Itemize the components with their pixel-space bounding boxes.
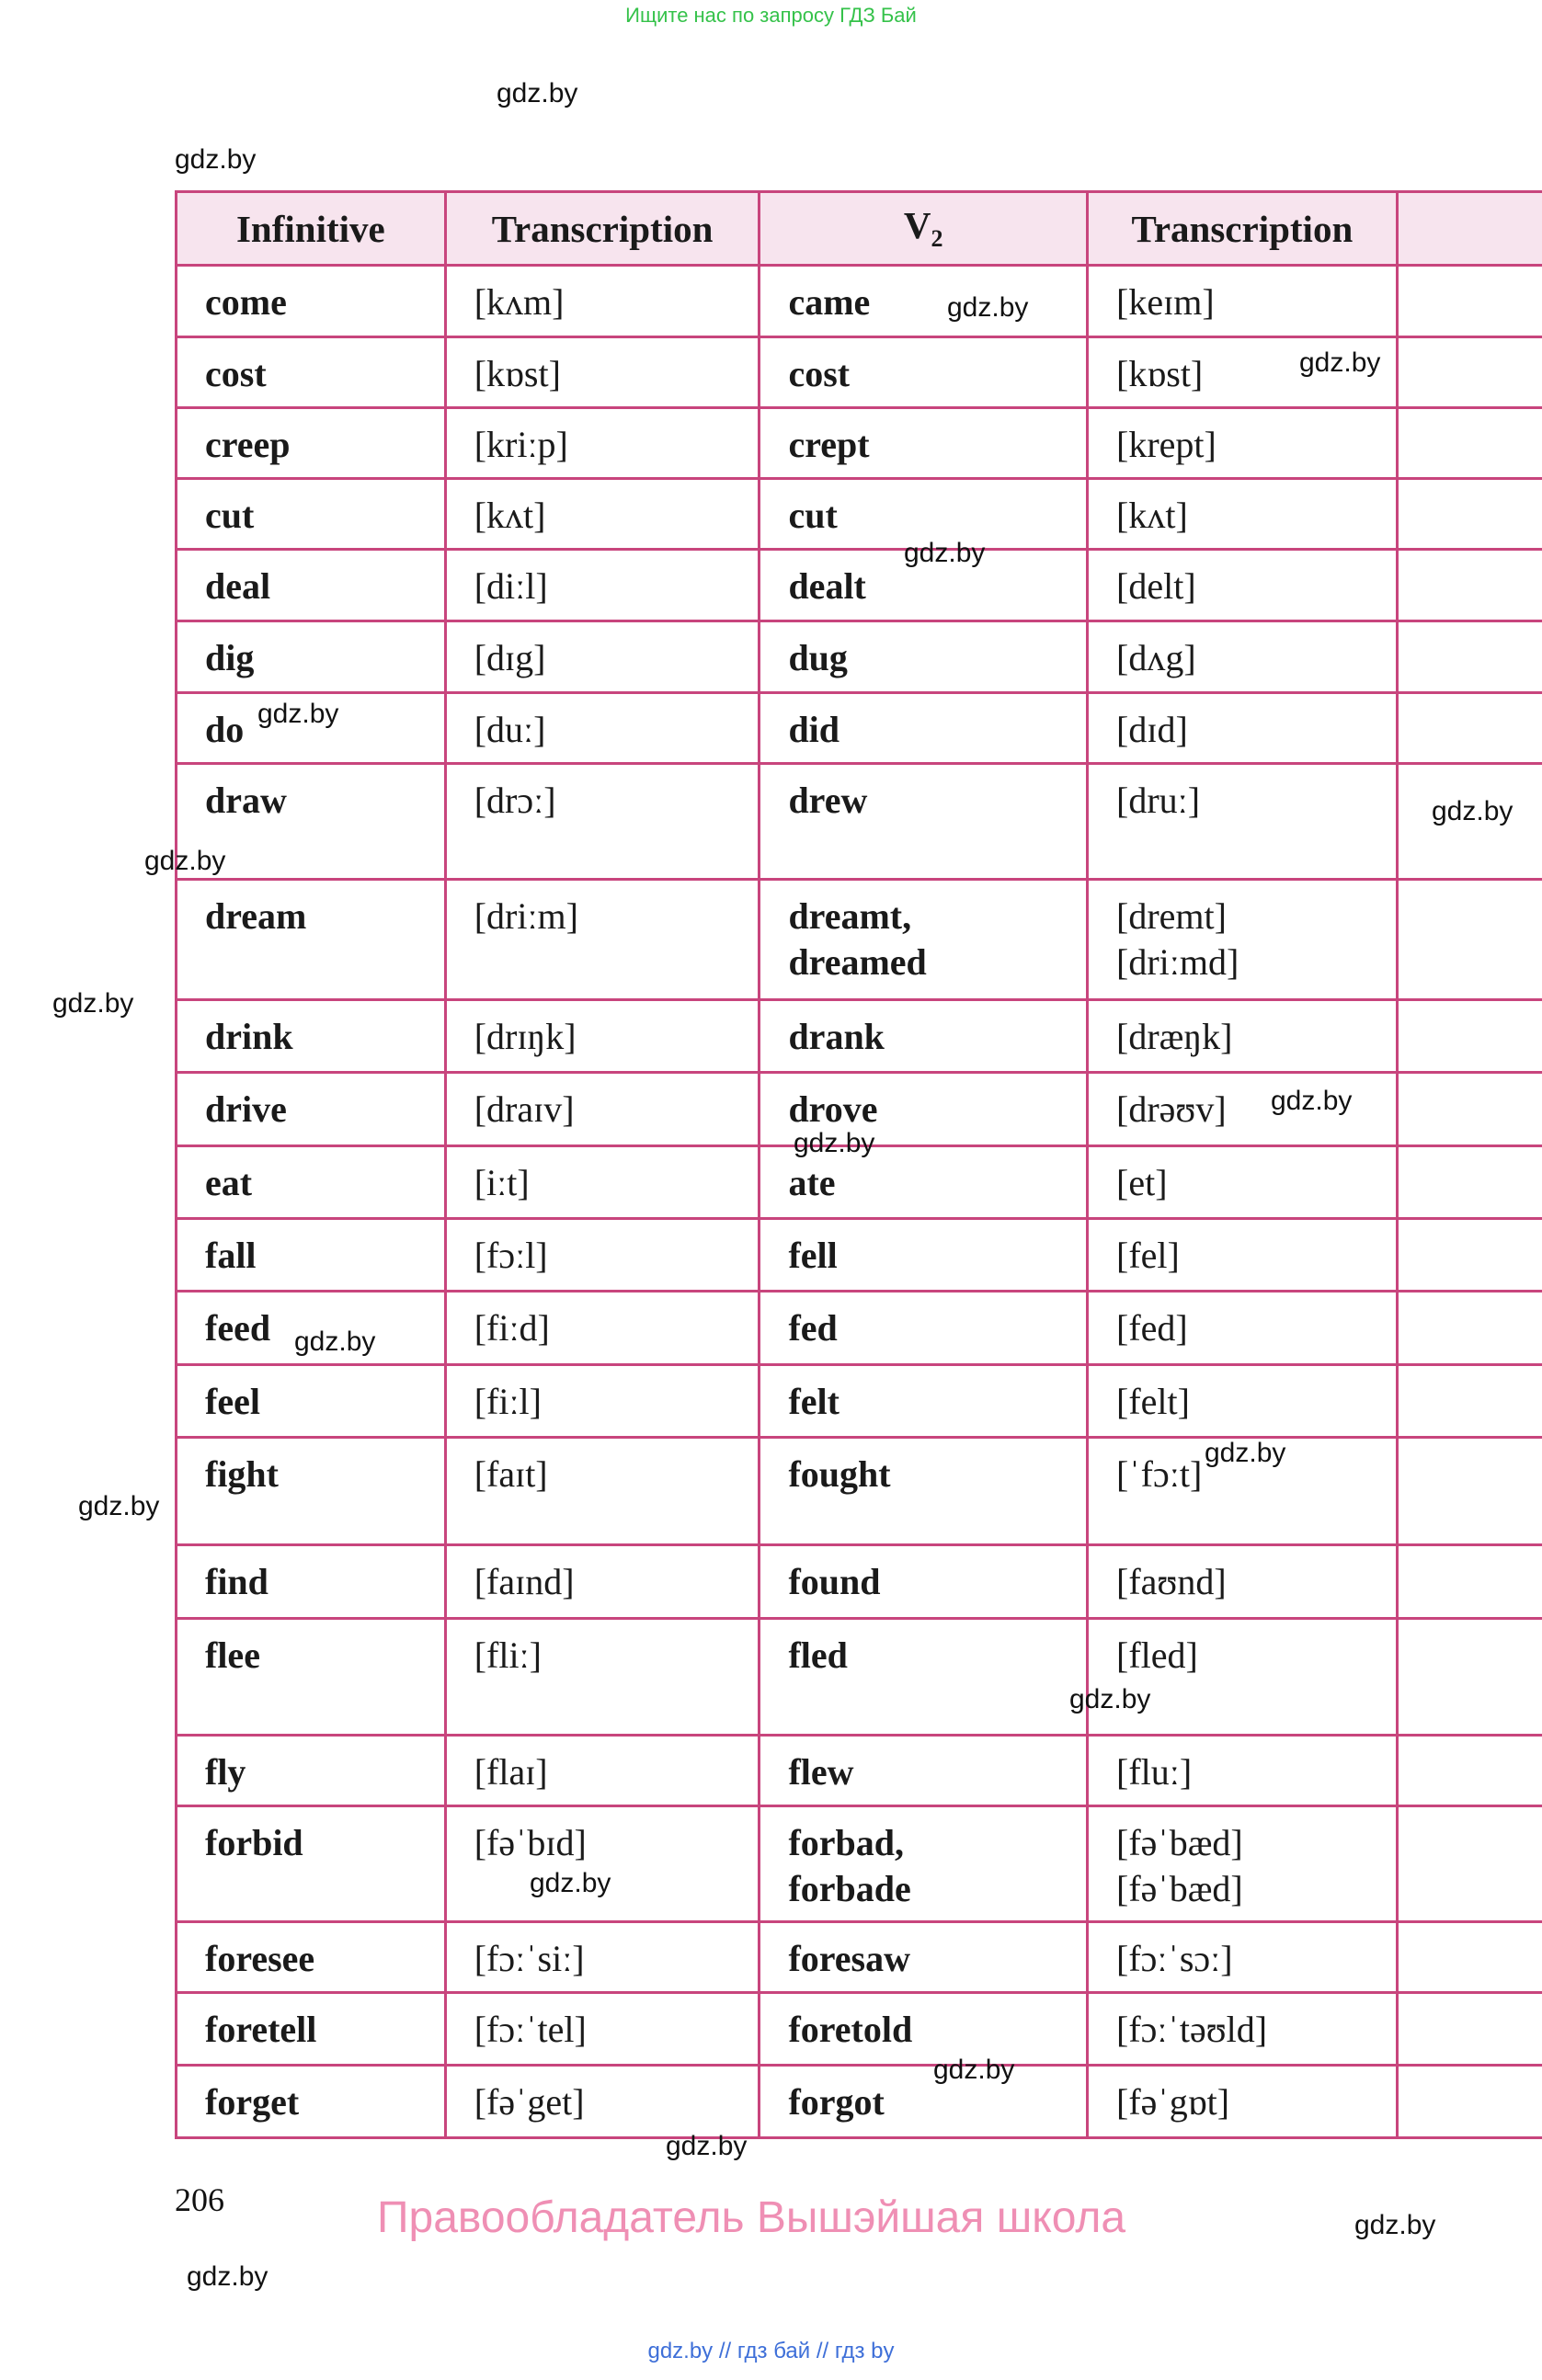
watermark: gdz.by	[794, 1128, 875, 1158]
transcription-cell: [kʌm]	[445, 266, 760, 337]
empty-cell	[1397, 1736, 1542, 1806]
v2-transcription-cell-line: [fɔːˈtəʊld]	[1116, 2009, 1268, 2050]
empty-cell	[1397, 2066, 1542, 2138]
table-row	[177, 621, 1542, 693]
v2-transcription-cell	[1088, 1806, 1398, 1922]
table-row	[177, 266, 1542, 337]
infinitive-cell: forget	[177, 2066, 446, 2138]
table-row	[177, 1806, 1542, 1922]
v2-transcription-cell-line: [driːmd]	[1116, 941, 1239, 983]
empty-cell	[1397, 408, 1542, 479]
v2-transcription-cell-line: [fed]	[1116, 1307, 1188, 1349]
v2-transcription-cell-line: [dʌg]	[1116, 637, 1196, 678]
v2-transcription-cell-line: [et]	[1116, 1162, 1168, 1203]
v2-cell-line: forbade	[788, 1868, 911, 1909]
transcription-cell: [fiːl]	[445, 1365, 760, 1438]
v2-transcription-cell	[1088, 479, 1398, 550]
table-row	[177, 1619, 1542, 1736]
v2-cell-line: drank	[788, 1016, 885, 1057]
rights-holder-note: Правообладатель Вышэйшая школа	[377, 2193, 1126, 2242]
v2-cell	[760, 2066, 1088, 2138]
v2-transcription-cell-line: [fəˈgɒt]	[1116, 2081, 1230, 2123]
v2-cell	[760, 1922, 1088, 1993]
v2-transcription-cell-line: [druː]	[1116, 780, 1201, 821]
v2-transcription-cell	[1088, 1736, 1398, 1806]
v2-cell-line: forgot	[788, 2081, 885, 2123]
transcription-cell: [fɔːˈtel]	[445, 1993, 760, 2066]
v2-transcription-cell-line: [fluː]	[1116, 1751, 1193, 1793]
infinitive-cell: feed	[177, 1292, 446, 1365]
watermark: gdz.by	[78, 1491, 160, 1521]
table-row	[177, 1545, 1542, 1619]
watermark: gdz.by	[175, 144, 257, 175]
irregular-verbs-table	[175, 190, 1542, 2139]
v2-transcription-cell	[1088, 1365, 1398, 1438]
v2-cell-line: came	[788, 281, 871, 323]
empty-cell	[1397, 1219, 1542, 1292]
table-row	[177, 408, 1542, 479]
v2-transcription-cell	[1088, 764, 1398, 880]
watermark: gdz.by	[947, 292, 1029, 323]
v2-cell-line: crept	[788, 424, 870, 465]
v2-cell	[760, 621, 1088, 693]
table-row	[177, 764, 1542, 880]
table-row	[177, 1365, 1542, 1438]
infinitive-cell: feel	[177, 1365, 446, 1438]
watermark: gdz.by	[530, 1868, 611, 1898]
header-v2	[760, 192, 1088, 266]
transcription-cell: [fɔːl]	[445, 1219, 760, 1292]
v2-cell-line: cut	[788, 495, 838, 536]
v2-transcription-cell-line: [fel]	[1116, 1235, 1180, 1276]
v2-cell-line: ate	[788, 1162, 836, 1203]
v2-transcription-cell-line: [fɔːˈsɔː]	[1116, 1938, 1233, 1979]
watermark: gdz.by	[1069, 1684, 1151, 1714]
header-empty	[1397, 192, 1542, 266]
table-row	[177, 1736, 1542, 1806]
v2-transcription-cell-line: [ˈfɔːt]	[1116, 1453, 1203, 1495]
infinitive-cell: fall	[177, 1219, 446, 1292]
transcription-cell: [diːl]	[445, 550, 760, 621]
v2-cell-line: forbad,	[788, 1822, 905, 1863]
v2-transcription-cell	[1088, 550, 1398, 621]
table-row	[177, 479, 1542, 550]
infinitive-cell: dig	[177, 621, 446, 693]
transcription-cell: [flaɪ]	[445, 1736, 760, 1806]
page-number: 206	[175, 2181, 224, 2218]
table-row	[177, 550, 1542, 621]
v2-cell-line: dreamed	[788, 941, 927, 983]
empty-cell	[1397, 550, 1542, 621]
v2-transcription-cell-line: [dræŋk]	[1116, 1016, 1233, 1057]
transcription-cell: [faɪnd]	[445, 1545, 760, 1619]
infinitive-cell: do	[177, 693, 446, 764]
v2-cell-line: found	[788, 1561, 881, 1602]
v2-cell-line: foretold	[788, 2009, 913, 2050]
transcription-cell: [driːm]	[445, 880, 760, 1000]
table-row	[177, 880, 1542, 1000]
v2-transcription-cell	[1088, 1146, 1398, 1219]
top-search-note: Ищите нас по запросу ГДЗ Бай	[625, 4, 917, 27]
infinitive-cell: find	[177, 1545, 446, 1619]
header-transcription: Transcription	[1088, 192, 1398, 266]
transcription-cell: [fəˈbɪd]	[445, 1806, 760, 1922]
v2-transcription-cell	[1088, 1922, 1398, 1993]
infinitive-cell: fly	[177, 1736, 446, 1806]
watermark: gdz.by	[144, 846, 226, 876]
empty-cell	[1397, 1000, 1542, 1073]
v2-cell-line: foresaw	[788, 1938, 910, 1979]
transcription-cell: [kʌt]	[445, 479, 760, 550]
empty-cell	[1397, 337, 1542, 408]
transcription-cell: [fəˈget]	[445, 2066, 760, 2138]
empty-cell	[1397, 1993, 1542, 2066]
v2-cell	[760, 266, 1088, 337]
watermark: gdz.by	[1432, 796, 1513, 826]
v2-cell	[760, 1736, 1088, 1806]
v2-cell	[760, 1365, 1088, 1438]
v2-cell	[760, 693, 1088, 764]
transcription-cell: [drɔː]	[445, 764, 760, 880]
infinitive-cell: flee	[177, 1619, 446, 1736]
v2-cell-line: did	[788, 709, 840, 750]
watermark: gdz.by	[933, 2055, 1015, 2085]
v2-cell	[760, 1619, 1088, 1736]
v2-cell-line: felt	[788, 1381, 840, 1422]
v2-cell	[760, 764, 1088, 880]
infinitive-cell: eat	[177, 1146, 446, 1219]
watermark: gdz.by	[904, 538, 986, 568]
v2-transcription-cell	[1088, 1292, 1398, 1365]
empty-cell	[1397, 880, 1542, 1000]
table-row	[177, 1993, 1542, 2066]
v2-cell-line: drove	[788, 1088, 878, 1130]
v2-transcription-cell	[1088, 266, 1398, 337]
v2-transcription-cell	[1088, 1000, 1398, 1073]
v2-transcription-cell	[1088, 880, 1398, 1000]
v2-cell	[760, 880, 1088, 1000]
empty-cell	[1397, 479, 1542, 550]
watermark: gdz.by	[666, 2131, 748, 2161]
empty-cell	[1397, 621, 1542, 693]
watermark: gdz.by	[1271, 1086, 1353, 1116]
v2-cell-line: dug	[788, 637, 848, 678]
v2-cell-line: fled	[788, 1634, 848, 1676]
header-transcription: Transcription	[445, 192, 760, 266]
empty-cell	[1397, 1545, 1542, 1619]
v2-transcription-cell	[1088, 1619, 1398, 1736]
infinitive-cell: dream	[177, 880, 446, 1000]
v2-cell-line: cost	[788, 353, 851, 394]
transcription-cell: [duː]	[445, 693, 760, 764]
empty-cell	[1397, 266, 1542, 337]
transcription-cell: [kɒst]	[445, 337, 760, 408]
infinitive-cell: drink	[177, 1000, 446, 1073]
footer-links[interactable]: gdz.by // гдз бай // гдз by	[647, 2339, 895, 2363]
table-row	[177, 693, 1542, 764]
infinitive-cell: cost	[177, 337, 446, 408]
v2-transcription-cell-line: [kʌt]	[1116, 495, 1188, 536]
v2-cell-line: fed	[788, 1307, 838, 1349]
transcription-cell: [iːt]	[445, 1146, 760, 1219]
v2-transcription-cell-line: [fled]	[1116, 1634, 1198, 1676]
empty-cell	[1397, 1438, 1542, 1545]
infinitive-cell: deal	[177, 550, 446, 621]
watermark: gdz.by	[1354, 2210, 1436, 2240]
v2-cell-line: fell	[788, 1235, 838, 1276]
header-infinitive: Infinitive	[177, 192, 446, 266]
v2-transcription-cell-line: [keɪm]	[1116, 281, 1215, 323]
transcription-cell: [drɪŋk]	[445, 1000, 760, 1073]
empty-cell	[1397, 1365, 1542, 1438]
header-v2-subscript: 2	[931, 225, 943, 253]
v2-transcription-cell-line: [fəˈbæd]	[1116, 1868, 1243, 1909]
v2-transcription-cell	[1088, 1993, 1398, 2066]
empty-cell	[1397, 1292, 1542, 1365]
v2-transcription-cell-line: [drəʊv]	[1116, 1088, 1227, 1130]
v2-cell	[760, 1806, 1088, 1922]
watermark: gdz.by	[497, 78, 578, 108]
empty-cell	[1397, 1806, 1542, 1922]
v2-transcription-cell-line: [felt]	[1116, 1381, 1190, 1422]
v2-transcription-cell	[1088, 621, 1398, 693]
v2-transcription-cell	[1088, 1545, 1398, 1619]
v2-transcription-cell-line: [dremt]	[1116, 895, 1227, 937]
v2-cell	[760, 408, 1088, 479]
table-row	[177, 2066, 1542, 2138]
watermark: gdz.by	[294, 1327, 376, 1357]
v2-transcription-cell	[1088, 1219, 1398, 1292]
v2-cell-line: drew	[788, 780, 868, 821]
v2-transcription-cell-line: [krept]	[1116, 424, 1216, 465]
v2-transcription-cell	[1088, 408, 1398, 479]
infinitive-cell: forbid	[177, 1806, 446, 1922]
empty-cell	[1397, 693, 1542, 764]
table-header-row	[177, 192, 1542, 266]
v2-cell	[760, 1292, 1088, 1365]
watermark: gdz.by	[187, 2261, 268, 2292]
v2-cell	[760, 1438, 1088, 1545]
v2-cell-line: dreamt,	[788, 895, 912, 937]
v2-transcription-cell-line: [faʊnd]	[1116, 1561, 1227, 1602]
transcription-cell: [draɪv]	[445, 1073, 760, 1146]
infinitive-cell: foretell	[177, 1993, 446, 2066]
transcription-cell: [dɪg]	[445, 621, 760, 693]
infinitive-cell: foresee	[177, 1922, 446, 1993]
transcription-cell: [fliː]	[445, 1619, 760, 1736]
infinitive-cell: drive	[177, 1073, 446, 1146]
empty-cell	[1397, 1619, 1542, 1736]
header-v2-main: V	[903, 204, 931, 247]
infinitive-cell: cut	[177, 479, 446, 550]
empty-cell	[1397, 1146, 1542, 1219]
v2-transcription-cell-line: [dɪd]	[1116, 709, 1188, 750]
v2-cell	[760, 337, 1088, 408]
v2-transcription-cell-line: [fəˈbæd]	[1116, 1822, 1243, 1863]
infinitive-cell: draw	[177, 764, 446, 880]
infinitive-cell: fight	[177, 1438, 446, 1545]
watermark: gdz.by	[52, 988, 134, 1019]
empty-cell	[1397, 1073, 1542, 1146]
v2-transcription-cell-line: [kɒst]	[1116, 353, 1204, 394]
infinitive-cell: creep	[177, 408, 446, 479]
table-row	[177, 1000, 1542, 1073]
empty-cell	[1397, 1922, 1542, 1993]
v2-cell	[760, 1545, 1088, 1619]
table-row	[177, 1438, 1542, 1545]
v2-transcription-cell-line: [delt]	[1116, 565, 1196, 607]
infinitive-cell: come	[177, 266, 446, 337]
watermark: gdz.by	[1299, 347, 1381, 378]
v2-cell	[760, 1000, 1088, 1073]
watermark: gdz.by	[1205, 1438, 1286, 1468]
transcription-cell: [fɔːˈsiː]	[445, 1922, 760, 1993]
transcription-cell: [kriːp]	[445, 408, 760, 479]
v2-cell-line: flew	[788, 1751, 854, 1793]
watermark: gdz.by	[257, 699, 339, 729]
transcription-cell: [faɪt]	[445, 1438, 760, 1545]
v2-cell	[760, 1219, 1088, 1292]
table-row	[177, 1922, 1542, 1993]
v2-cell-line: fought	[788, 1453, 891, 1495]
table-row	[177, 1292, 1542, 1365]
v2-transcription-cell	[1088, 2066, 1398, 2138]
v2-cell-line: dealt	[788, 565, 866, 607]
v2-cell	[760, 1993, 1088, 2066]
v2-transcription-cell	[1088, 693, 1398, 764]
table-row	[177, 1219, 1542, 1292]
transcription-cell: [fiːd]	[445, 1292, 760, 1365]
